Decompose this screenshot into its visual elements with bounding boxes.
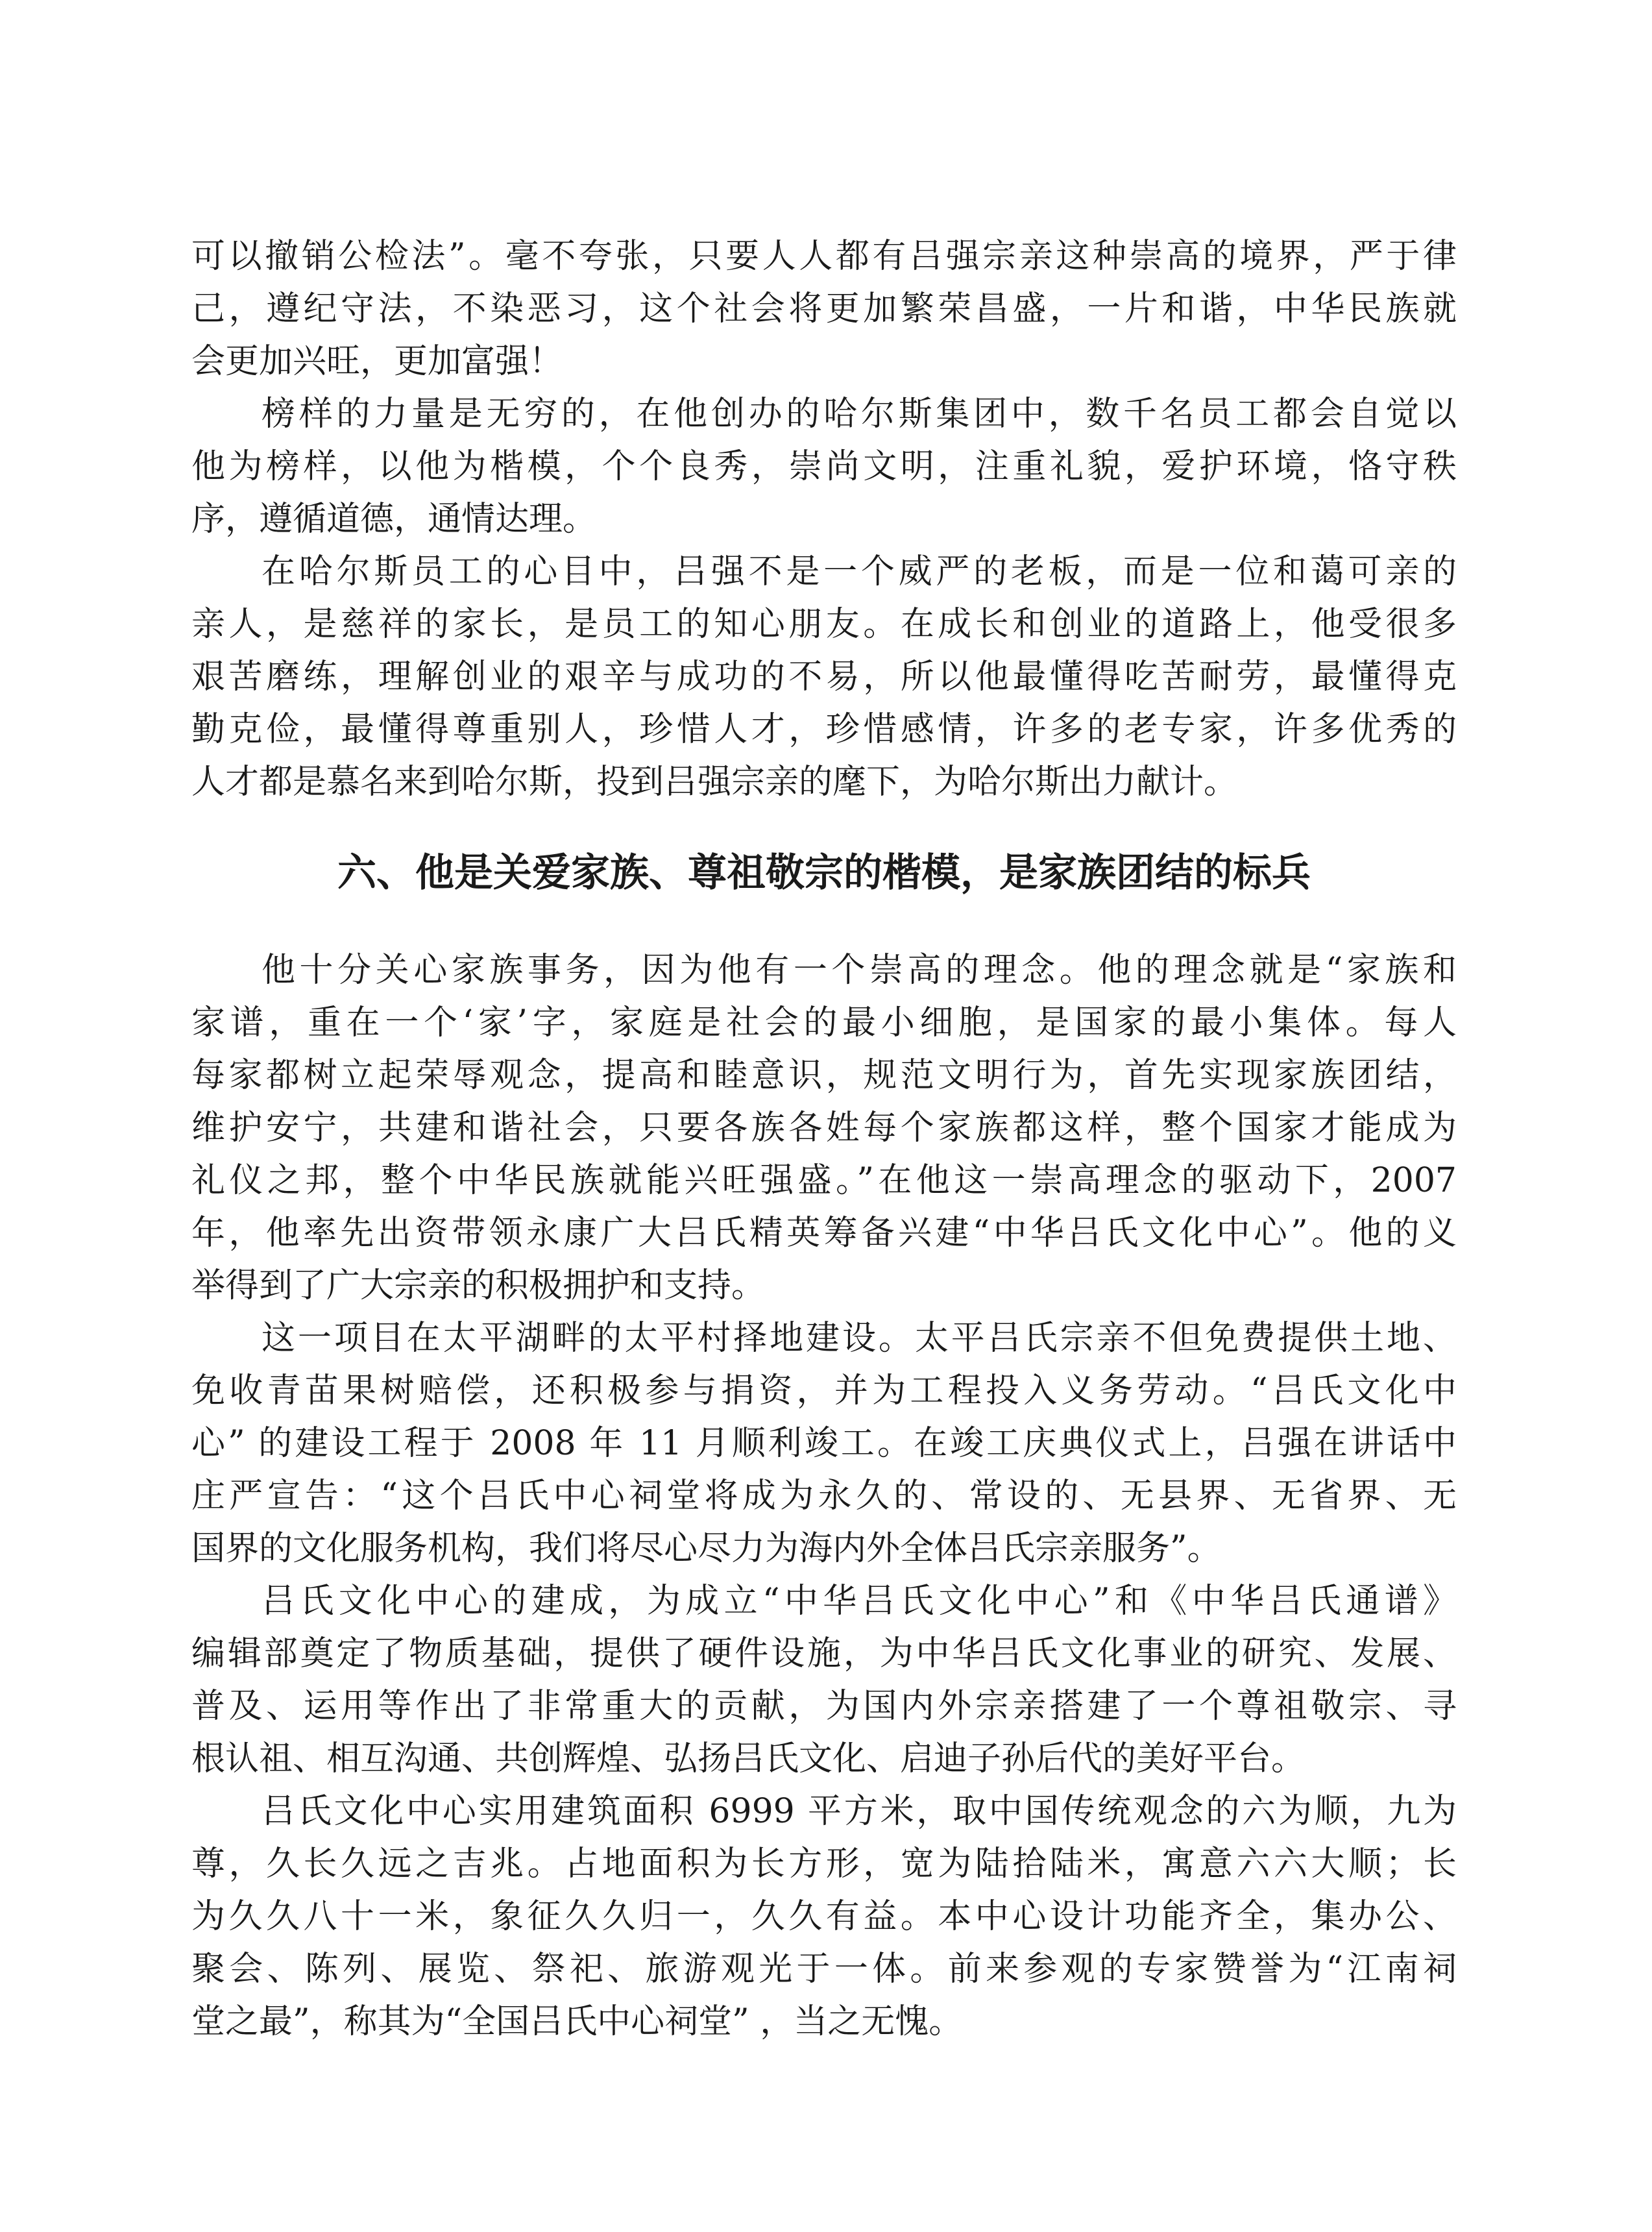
text-line: 编辑部奠定了物质基础，提供了硬件设施，为中华吕氏文化事业的研究、发展、 bbox=[191, 1634, 1457, 1673]
text-line: 这一项目在太平湖畔的太平村择地建设。太平吕氏宗亲不但免费提供土地、 bbox=[261, 1319, 1457, 1358]
text-line: 序，遵循道德，通情达理。 bbox=[191, 500, 597, 539]
text-line: 他十分关心家族事务，因为他有一个崇高的理念。他的理念就是“家族和 bbox=[261, 951, 1457, 990]
text-line: 礼仪之邦，整个中华民族就能兴旺强盛。”在他这一崇高理念的驱动下，2007 bbox=[191, 1161, 1457, 1200]
text-line: 维护安宁，共建和谐社会，只要各族各姓每个家族都这样，整个国家才能成为 bbox=[191, 1109, 1457, 1147]
text-line: 尊，久长久远之吉兆。占地面积为长方形，宽为陆拾陆米，寓意六六大顺；长 bbox=[191, 1845, 1457, 1883]
paragraph bbox=[191, 1575, 1457, 1785]
text-line: 己，遵纪守法，不染恶习，这个社会将更加繁荣昌盛，一片和谐，中华民族就 bbox=[191, 289, 1457, 328]
text-line: 为久久八十一米，象征久久归一，久久有益。本中心设计功能齐全，集办公、 bbox=[191, 1897, 1457, 1936]
text-line: 榜样的力量是无穷的，在他创办的哈尔斯集团中，数千名员工都会自觉以 bbox=[261, 395, 1457, 434]
section-body-text-block bbox=[191, 944, 1457, 2048]
text-line: 庄严宣告：“这个吕氏中心祠堂将成为永久的、常设的、无县界、无省界、无 bbox=[191, 1477, 1457, 1515]
paragraph bbox=[191, 388, 1457, 546]
text-line: 人才都是慕名来到哈尔斯，投到吕强宗亲的麾下，为哈尔斯出力献计。 bbox=[191, 763, 1238, 802]
text-line: 艰苦磨练，理解创业的艰辛与成功的不易，所以他最懂得吃苦耐劳，最懂得克 bbox=[191, 657, 1457, 696]
paragraph bbox=[191, 230, 1457, 388]
text-line: 他为榜样，以他为楷模，个个良秀，崇尚文明，注重礼貌，爱护环境，恪守秩 bbox=[191, 447, 1457, 486]
text-line: 普及、运用等作出了非常重大的贡献，为国内外宗亲搭建了一个尊祖敬宗、寻 bbox=[191, 1687, 1457, 1726]
text-line: 亲人，是慈祥的家长，是员工的知心朋友。在成长和创业的道路上，他受很多 bbox=[191, 605, 1457, 644]
text-line: 家谱，重在一个‘家’字，家庭是社会的最小细胞，是国家的最小集体。每人 bbox=[191, 1003, 1457, 1042]
intro-text-block bbox=[191, 230, 1457, 809]
text-line: 根认祖、相互沟通、共创辉煌、弘扬吕氏文化、启迪子孙后代的美好平台。 bbox=[191, 1739, 1306, 1778]
text-line: 举得到了广大宗亲的积极拥护和支持。 bbox=[191, 1266, 766, 1305]
paragraph bbox=[191, 1312, 1457, 1575]
text-line: 心” 的建设工程于 2008 年 11 月顺利竣工。在竣工庆典仪式上，吕强在讲话中 bbox=[191, 1424, 1457, 1463]
text-line: 每家都树立起荣辱观念，提高和睦意识，规范文明行为，首先实现家族团结， bbox=[191, 1056, 1457, 1095]
text-line: 聚会、陈列、展览、祭祀、旅游观光于一体。前来参观的专家赞誉为“江南祠 bbox=[191, 1950, 1457, 1989]
text-line: 堂之最”，称其为“全国吕氏中心祠堂” ，当之无愧。 bbox=[191, 2002, 963, 2041]
paragraph bbox=[191, 944, 1457, 1312]
text-line: 会更加兴旺，更加富强！ bbox=[191, 342, 563, 381]
text-line: 免收青苗果树赔偿，还积极参与捐资，并为工程投入义务劳动。“吕氏文化中 bbox=[191, 1371, 1457, 1410]
text-line: 年，他率先出资带领永康广大吕氏精英筹备兴建“中华吕氏文化中心”。他的义 bbox=[191, 1214, 1457, 1253]
section-heading: 六、他是关爱家族、尊祖敬宗的楷模，是家族团结的标兵 bbox=[337, 850, 1311, 896]
text-line: 吕氏文化中心实用建筑面积 6999 平方米，取中国传统观念的六为顺，九为 bbox=[261, 1792, 1457, 1831]
text-line: 在哈尔斯员工的心目中，吕强不是一个威严的老板，而是一位和蔼可亲的 bbox=[261, 552, 1457, 591]
paragraph bbox=[191, 1785, 1457, 2048]
text-line: 国界的文化服务机构，我们将尽心尽力为海内外全体吕氏宗亲服务”。 bbox=[191, 1529, 1221, 1568]
text-line: 吕氏文化中心的建成，为成立“中华吕氏文化中心”和《中华吕氏通谱》 bbox=[261, 1582, 1457, 1621]
text-line: 勤克俭，最懂得尊重别人，珍惜人才，珍惜感情，许多的老专家，许多优秀的 bbox=[191, 710, 1457, 749]
paragraph bbox=[191, 546, 1457, 809]
text-line: 可以撤销公检法”。毫不夸张，只要人人都有吕强宗亲这种崇高的境界，严于律 bbox=[191, 237, 1457, 276]
